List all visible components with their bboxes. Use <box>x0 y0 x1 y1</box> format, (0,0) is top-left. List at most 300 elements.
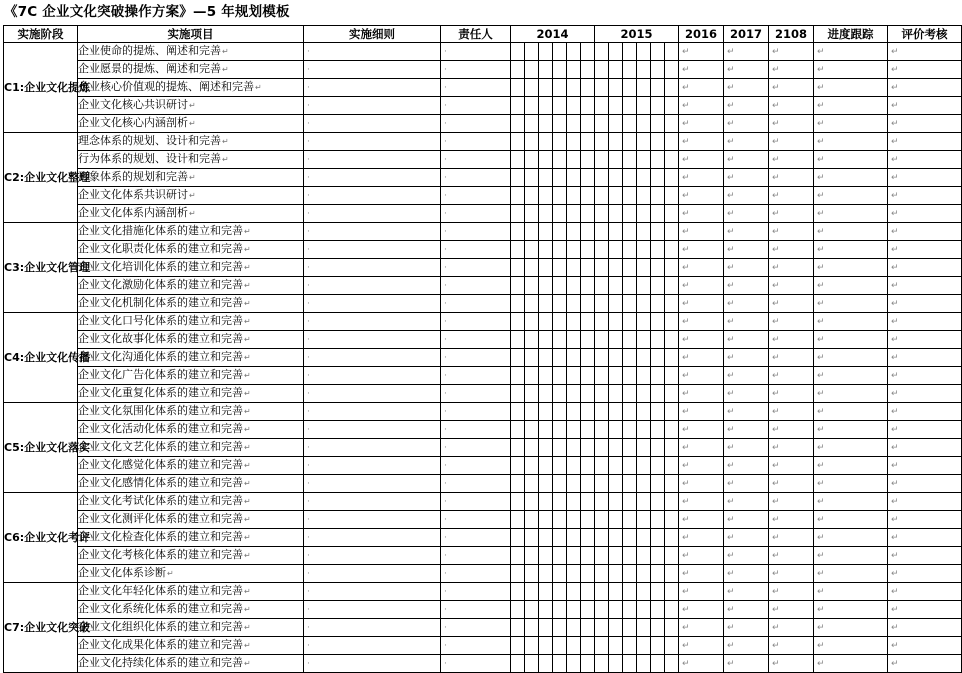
progress-cell[interactable] <box>814 619 888 637</box>
evaluation-cell[interactable] <box>888 223 962 241</box>
schedule-cell[interactable] <box>567 529 581 547</box>
schedule-cell[interactable] <box>651 313 665 331</box>
owner-cell[interactable] <box>441 79 511 97</box>
schedule-cell[interactable] <box>637 331 651 349</box>
schedule-cell[interactable] <box>553 619 567 637</box>
schedule-cell[interactable] <box>637 475 651 493</box>
schedule-cell[interactable] <box>651 367 665 385</box>
year-2108-cell[interactable] <box>769 97 814 115</box>
schedule-cell[interactable] <box>651 547 665 565</box>
owner-cell[interactable] <box>441 115 511 133</box>
schedule-cell[interactable] <box>525 295 539 313</box>
schedule-cell[interactable] <box>637 187 651 205</box>
schedule-cell[interactable] <box>581 367 595 385</box>
detail-cell[interactable] <box>304 151 441 169</box>
schedule-cell[interactable] <box>511 313 525 331</box>
evaluation-cell[interactable] <box>888 583 962 601</box>
evaluation-cell[interactable] <box>888 457 962 475</box>
detail-cell[interactable] <box>304 187 441 205</box>
schedule-cell[interactable] <box>567 583 581 601</box>
year-2108-cell[interactable] <box>769 529 814 547</box>
schedule-cell[interactable] <box>581 493 595 511</box>
schedule-cell[interactable] <box>539 637 553 655</box>
schedule-cell[interactable] <box>511 403 525 421</box>
evaluation-cell[interactable] <box>888 61 962 79</box>
schedule-cell[interactable] <box>595 655 609 673</box>
schedule-cell[interactable] <box>637 169 651 187</box>
year-2108-cell[interactable] <box>769 637 814 655</box>
schedule-cell[interactable] <box>525 169 539 187</box>
schedule-cell[interactable] <box>553 115 567 133</box>
schedule-cell[interactable] <box>623 475 637 493</box>
progress-cell[interactable] <box>814 97 888 115</box>
schedule-cell[interactable] <box>595 169 609 187</box>
year-2017-cell[interactable] <box>724 43 769 61</box>
schedule-cell[interactable] <box>511 115 525 133</box>
schedule-cell[interactable] <box>609 295 623 313</box>
year-2017-cell[interactable] <box>724 457 769 475</box>
schedule-cell[interactable] <box>665 241 679 259</box>
owner-cell[interactable] <box>441 385 511 403</box>
evaluation-cell[interactable] <box>888 43 962 61</box>
schedule-cell[interactable] <box>609 43 623 61</box>
schedule-cell[interactable] <box>581 241 595 259</box>
schedule-cell[interactable] <box>525 367 539 385</box>
schedule-cell[interactable] <box>595 493 609 511</box>
schedule-cell[interactable] <box>525 403 539 421</box>
year-2016-cell[interactable] <box>679 655 724 673</box>
schedule-cell[interactable] <box>567 457 581 475</box>
owner-cell[interactable] <box>441 655 511 673</box>
schedule-cell[interactable] <box>581 277 595 295</box>
schedule-cell[interactable] <box>567 313 581 331</box>
schedule-cell[interactable] <box>623 619 637 637</box>
year-2017-cell[interactable] <box>724 367 769 385</box>
schedule-cell[interactable] <box>539 655 553 673</box>
evaluation-cell[interactable] <box>888 187 962 205</box>
year-2108-cell[interactable] <box>769 61 814 79</box>
schedule-cell[interactable] <box>539 367 553 385</box>
schedule-cell[interactable] <box>609 79 623 97</box>
schedule-cell[interactable] <box>581 61 595 79</box>
schedule-cell[interactable] <box>525 565 539 583</box>
evaluation-cell[interactable] <box>888 547 962 565</box>
schedule-cell[interactable] <box>665 115 679 133</box>
schedule-cell[interactable] <box>567 61 581 79</box>
year-2108-cell[interactable] <box>769 151 814 169</box>
schedule-cell[interactable] <box>665 295 679 313</box>
schedule-cell[interactable] <box>553 475 567 493</box>
owner-cell[interactable] <box>441 331 511 349</box>
schedule-cell[interactable] <box>651 295 665 313</box>
owner-cell[interactable] <box>441 565 511 583</box>
schedule-cell[interactable] <box>581 439 595 457</box>
schedule-cell[interactable] <box>623 169 637 187</box>
schedule-cell[interactable] <box>665 277 679 295</box>
year-2016-cell[interactable] <box>679 457 724 475</box>
schedule-cell[interactable] <box>525 457 539 475</box>
evaluation-cell[interactable] <box>888 331 962 349</box>
owner-cell[interactable] <box>441 205 511 223</box>
progress-cell[interactable] <box>814 169 888 187</box>
owner-cell[interactable] <box>441 493 511 511</box>
schedule-cell[interactable] <box>581 529 595 547</box>
detail-cell[interactable] <box>304 115 441 133</box>
schedule-cell[interactable] <box>553 367 567 385</box>
schedule-cell[interactable] <box>567 169 581 187</box>
schedule-cell[interactable] <box>651 331 665 349</box>
progress-cell[interactable] <box>814 349 888 367</box>
schedule-cell[interactable] <box>553 547 567 565</box>
evaluation-cell[interactable] <box>888 565 962 583</box>
year-2017-cell[interactable] <box>724 61 769 79</box>
year-2108-cell[interactable] <box>769 259 814 277</box>
schedule-cell[interactable] <box>553 655 567 673</box>
progress-cell[interactable] <box>814 331 888 349</box>
schedule-cell[interactable] <box>595 367 609 385</box>
year-2016-cell[interactable] <box>679 223 724 241</box>
detail-cell[interactable] <box>304 169 441 187</box>
progress-cell[interactable] <box>814 115 888 133</box>
owner-cell[interactable] <box>441 475 511 493</box>
schedule-cell[interactable] <box>665 637 679 655</box>
schedule-cell[interactable] <box>595 259 609 277</box>
year-2108-cell[interactable] <box>769 439 814 457</box>
year-2016-cell[interactable] <box>679 547 724 565</box>
owner-cell[interactable] <box>441 187 511 205</box>
owner-cell[interactable] <box>441 637 511 655</box>
evaluation-cell[interactable] <box>888 241 962 259</box>
schedule-cell[interactable] <box>581 511 595 529</box>
schedule-cell[interactable] <box>623 151 637 169</box>
evaluation-cell[interactable] <box>888 529 962 547</box>
schedule-cell[interactable] <box>609 565 623 583</box>
schedule-cell[interactable] <box>525 511 539 529</box>
owner-cell[interactable] <box>441 313 511 331</box>
detail-cell[interactable] <box>304 277 441 295</box>
schedule-cell[interactable] <box>511 133 525 151</box>
detail-cell[interactable] <box>304 241 441 259</box>
evaluation-cell[interactable] <box>888 79 962 97</box>
schedule-cell[interactable] <box>525 241 539 259</box>
schedule-cell[interactable] <box>525 439 539 457</box>
schedule-cell[interactable] <box>623 79 637 97</box>
evaluation-cell[interactable] <box>888 493 962 511</box>
schedule-cell[interactable] <box>651 349 665 367</box>
schedule-cell[interactable] <box>539 277 553 295</box>
schedule-cell[interactable] <box>665 655 679 673</box>
schedule-cell[interactable] <box>567 403 581 421</box>
schedule-cell[interactable] <box>581 619 595 637</box>
schedule-cell[interactable] <box>609 223 623 241</box>
schedule-cell[interactable] <box>623 115 637 133</box>
schedule-cell[interactable] <box>581 43 595 61</box>
schedule-cell[interactable] <box>581 133 595 151</box>
owner-cell[interactable] <box>441 97 511 115</box>
year-2108-cell[interactable] <box>769 241 814 259</box>
schedule-cell[interactable] <box>609 655 623 673</box>
schedule-cell[interactable] <box>553 241 567 259</box>
schedule-cell[interactable] <box>637 313 651 331</box>
schedule-cell[interactable] <box>595 619 609 637</box>
evaluation-cell[interactable] <box>888 637 962 655</box>
schedule-cell[interactable] <box>651 421 665 439</box>
schedule-cell[interactable] <box>525 331 539 349</box>
year-2016-cell[interactable] <box>679 295 724 313</box>
schedule-cell[interactable] <box>637 385 651 403</box>
detail-cell[interactable] <box>304 493 441 511</box>
schedule-cell[interactable] <box>651 511 665 529</box>
schedule-cell[interactable] <box>539 421 553 439</box>
evaluation-cell[interactable] <box>888 619 962 637</box>
year-2017-cell[interactable] <box>724 475 769 493</box>
schedule-cell[interactable] <box>553 331 567 349</box>
owner-cell[interactable] <box>441 223 511 241</box>
schedule-cell[interactable] <box>539 583 553 601</box>
progress-cell[interactable] <box>814 655 888 673</box>
schedule-cell[interactable] <box>553 313 567 331</box>
schedule-cell[interactable] <box>637 349 651 367</box>
schedule-cell[interactable] <box>511 151 525 169</box>
schedule-cell[interactable] <box>567 439 581 457</box>
evaluation-cell[interactable] <box>888 421 962 439</box>
schedule-cell[interactable] <box>511 421 525 439</box>
schedule-cell[interactable] <box>511 385 525 403</box>
schedule-cell[interactable] <box>665 169 679 187</box>
schedule-cell[interactable] <box>567 385 581 403</box>
schedule-cell[interactable] <box>525 619 539 637</box>
schedule-cell[interactable] <box>525 583 539 601</box>
schedule-cell[interactable] <box>637 421 651 439</box>
year-2017-cell[interactable] <box>724 133 769 151</box>
schedule-cell[interactable] <box>595 97 609 115</box>
schedule-cell[interactable] <box>553 223 567 241</box>
schedule-cell[interactable] <box>637 457 651 475</box>
evaluation-cell[interactable] <box>888 475 962 493</box>
schedule-cell[interactable] <box>511 349 525 367</box>
year-2017-cell[interactable] <box>724 421 769 439</box>
schedule-cell[interactable] <box>511 493 525 511</box>
schedule-cell[interactable] <box>567 205 581 223</box>
schedule-cell[interactable] <box>623 457 637 475</box>
year-2017-cell[interactable] <box>724 79 769 97</box>
schedule-cell[interactable] <box>581 565 595 583</box>
schedule-cell[interactable] <box>609 349 623 367</box>
year-2017-cell[interactable] <box>724 115 769 133</box>
schedule-cell[interactable] <box>525 313 539 331</box>
progress-cell[interactable] <box>814 277 888 295</box>
schedule-cell[interactable] <box>609 583 623 601</box>
year-2108-cell[interactable] <box>769 457 814 475</box>
schedule-cell[interactable] <box>665 349 679 367</box>
schedule-cell[interactable] <box>581 475 595 493</box>
schedule-cell[interactable] <box>511 61 525 79</box>
schedule-cell[interactable] <box>539 601 553 619</box>
schedule-cell[interactable] <box>665 493 679 511</box>
year-2017-cell[interactable] <box>724 97 769 115</box>
year-2017-cell[interactable] <box>724 169 769 187</box>
schedule-cell[interactable] <box>651 187 665 205</box>
schedule-cell[interactable] <box>637 205 651 223</box>
year-2016-cell[interactable] <box>679 421 724 439</box>
schedule-cell[interactable] <box>553 97 567 115</box>
schedule-cell[interactable] <box>651 223 665 241</box>
schedule-cell[interactable] <box>651 385 665 403</box>
schedule-cell[interactable] <box>609 115 623 133</box>
evaluation-cell[interactable] <box>888 151 962 169</box>
schedule-cell[interactable] <box>665 259 679 277</box>
schedule-cell[interactable] <box>665 151 679 169</box>
schedule-cell[interactable] <box>581 655 595 673</box>
schedule-cell[interactable] <box>637 583 651 601</box>
schedule-cell[interactable] <box>595 313 609 331</box>
schedule-cell[interactable] <box>525 529 539 547</box>
schedule-cell[interactable] <box>581 547 595 565</box>
year-2017-cell[interactable] <box>724 223 769 241</box>
year-2017-cell[interactable] <box>724 151 769 169</box>
year-2016-cell[interactable] <box>679 313 724 331</box>
schedule-cell[interactable] <box>581 403 595 421</box>
schedule-cell[interactable] <box>665 403 679 421</box>
schedule-cell[interactable] <box>553 295 567 313</box>
progress-cell[interactable] <box>814 403 888 421</box>
schedule-cell[interactable] <box>553 439 567 457</box>
schedule-cell[interactable] <box>623 601 637 619</box>
schedule-cell[interactable] <box>581 421 595 439</box>
schedule-cell[interactable] <box>581 151 595 169</box>
schedule-cell[interactable] <box>539 241 553 259</box>
year-2016-cell[interactable] <box>679 169 724 187</box>
year-2016-cell[interactable] <box>679 583 724 601</box>
evaluation-cell[interactable] <box>888 169 962 187</box>
schedule-cell[interactable] <box>553 385 567 403</box>
schedule-cell[interactable] <box>511 97 525 115</box>
schedule-cell[interactable] <box>609 511 623 529</box>
schedule-cell[interactable] <box>525 97 539 115</box>
schedule-cell[interactable] <box>539 529 553 547</box>
owner-cell[interactable] <box>441 295 511 313</box>
schedule-cell[interactable] <box>595 151 609 169</box>
evaluation-cell[interactable] <box>888 133 962 151</box>
owner-cell[interactable] <box>441 421 511 439</box>
schedule-cell[interactable] <box>511 43 525 61</box>
schedule-cell[interactable] <box>651 133 665 151</box>
year-2016-cell[interactable] <box>679 259 724 277</box>
schedule-cell[interactable] <box>595 403 609 421</box>
detail-cell[interactable] <box>304 79 441 97</box>
detail-cell[interactable] <box>304 655 441 673</box>
evaluation-cell[interactable] <box>888 277 962 295</box>
schedule-cell[interactable] <box>595 439 609 457</box>
schedule-cell[interactable] <box>511 169 525 187</box>
schedule-cell[interactable] <box>609 493 623 511</box>
schedule-cell[interactable] <box>567 295 581 313</box>
schedule-cell[interactable] <box>511 457 525 475</box>
schedule-cell[interactable] <box>553 493 567 511</box>
schedule-cell[interactable] <box>567 97 581 115</box>
detail-cell[interactable] <box>304 511 441 529</box>
detail-cell[interactable] <box>304 385 441 403</box>
owner-cell[interactable] <box>441 277 511 295</box>
year-2108-cell[interactable] <box>769 43 814 61</box>
owner-cell[interactable] <box>441 133 511 151</box>
schedule-cell[interactable] <box>581 223 595 241</box>
year-2108-cell[interactable] <box>769 277 814 295</box>
schedule-cell[interactable] <box>553 79 567 97</box>
schedule-cell[interactable] <box>581 169 595 187</box>
schedule-cell[interactable] <box>637 655 651 673</box>
schedule-cell[interactable] <box>665 421 679 439</box>
schedule-cell[interactable] <box>609 403 623 421</box>
schedule-cell[interactable] <box>637 367 651 385</box>
year-2017-cell[interactable] <box>724 565 769 583</box>
schedule-cell[interactable] <box>623 385 637 403</box>
schedule-cell[interactable] <box>581 313 595 331</box>
progress-cell[interactable] <box>814 367 888 385</box>
schedule-cell[interactable] <box>651 493 665 511</box>
schedule-cell[interactable] <box>651 619 665 637</box>
schedule-cell[interactable] <box>539 133 553 151</box>
progress-cell[interactable] <box>814 493 888 511</box>
schedule-cell[interactable] <box>665 97 679 115</box>
owner-cell[interactable] <box>441 241 511 259</box>
year-2016-cell[interactable] <box>679 619 724 637</box>
owner-cell[interactable] <box>441 403 511 421</box>
owner-cell[interactable] <box>441 61 511 79</box>
detail-cell[interactable] <box>304 313 441 331</box>
schedule-cell[interactable] <box>567 223 581 241</box>
schedule-cell[interactable] <box>651 61 665 79</box>
schedule-cell[interactable] <box>567 547 581 565</box>
progress-cell[interactable] <box>814 79 888 97</box>
schedule-cell[interactable] <box>553 529 567 547</box>
schedule-cell[interactable] <box>637 277 651 295</box>
schedule-cell[interactable] <box>539 259 553 277</box>
schedule-cell[interactable] <box>525 277 539 295</box>
schedule-cell[interactable] <box>539 547 553 565</box>
schedule-cell[interactable] <box>525 475 539 493</box>
schedule-cell[interactable] <box>581 331 595 349</box>
schedule-cell[interactable] <box>553 61 567 79</box>
owner-cell[interactable] <box>441 601 511 619</box>
year-2016-cell[interactable] <box>679 385 724 403</box>
schedule-cell[interactable] <box>581 259 595 277</box>
schedule-cell[interactable] <box>525 655 539 673</box>
detail-cell[interactable] <box>304 637 441 655</box>
year-2108-cell[interactable] <box>769 619 814 637</box>
progress-cell[interactable] <box>814 223 888 241</box>
detail-cell[interactable] <box>304 205 441 223</box>
schedule-cell[interactable] <box>665 619 679 637</box>
detail-cell[interactable] <box>304 133 441 151</box>
year-2108-cell[interactable] <box>769 79 814 97</box>
schedule-cell[interactable] <box>525 43 539 61</box>
evaluation-cell[interactable] <box>888 97 962 115</box>
year-2016-cell[interactable] <box>679 133 724 151</box>
schedule-cell[interactable] <box>637 547 651 565</box>
schedule-cell[interactable] <box>539 151 553 169</box>
schedule-cell[interactable] <box>567 367 581 385</box>
schedule-cell[interactable] <box>581 187 595 205</box>
schedule-cell[interactable] <box>651 43 665 61</box>
schedule-cell[interactable] <box>637 565 651 583</box>
progress-cell[interactable] <box>814 43 888 61</box>
year-2108-cell[interactable] <box>769 655 814 673</box>
schedule-cell[interactable] <box>665 43 679 61</box>
schedule-cell[interactable] <box>637 43 651 61</box>
schedule-cell[interactable] <box>539 511 553 529</box>
schedule-cell[interactable] <box>567 79 581 97</box>
